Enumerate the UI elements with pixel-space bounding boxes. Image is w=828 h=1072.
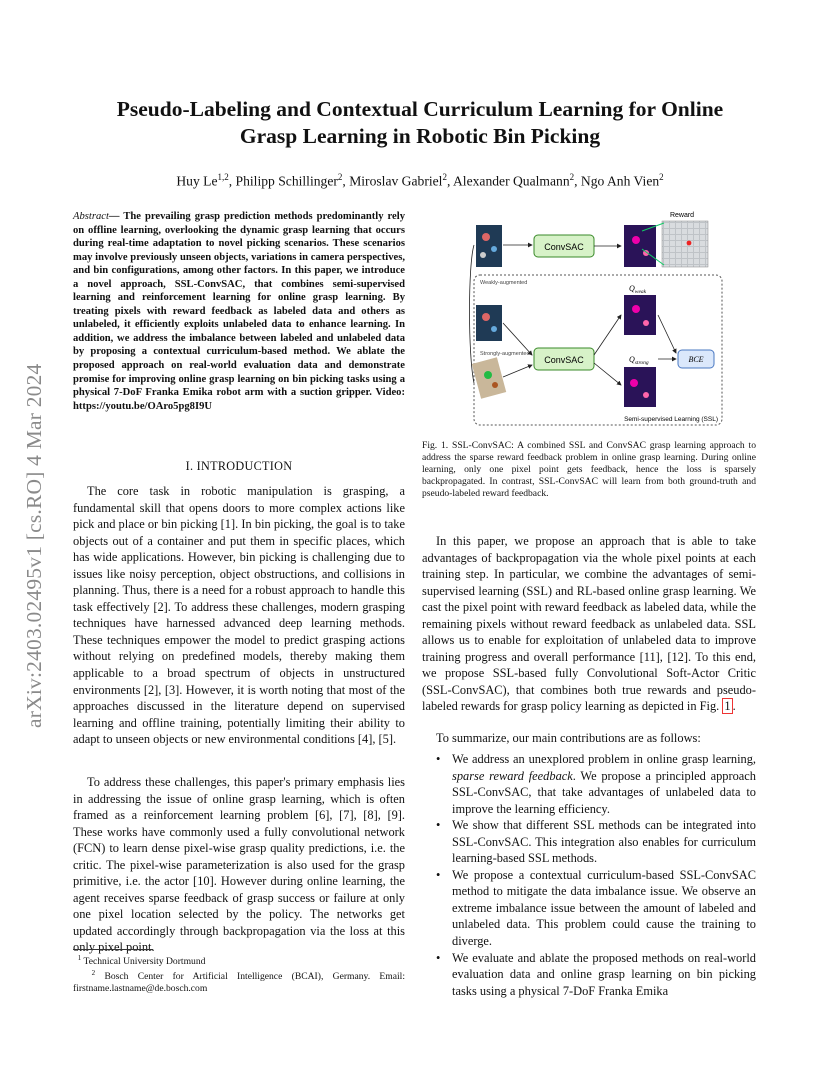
flow-arrow xyxy=(658,315,676,353)
figure-diagram xyxy=(466,205,726,435)
footnote-2 xyxy=(73,968,405,995)
paragraph-text xyxy=(422,533,756,715)
footnote-mark: 2 xyxy=(91,969,96,978)
q-weak-heatmap xyxy=(624,295,656,335)
paper-title xyxy=(90,96,750,150)
author-affiliation: 2 xyxy=(659,172,664,182)
intro-paragraph-2 xyxy=(73,774,405,956)
abstract xyxy=(73,210,405,413)
convsac-label-bottom: ConvSAC xyxy=(544,355,584,365)
list-item xyxy=(422,867,756,950)
title-line-1: Pseudo-Labeling and Contextual Curriculum Learning for Online xyxy=(116,97,724,121)
author-affiliation: 2 xyxy=(337,172,343,182)
paragraph-text: The core task in robotic manipulation is grasping, a fundamental skill that opens doors to more complex actions like pick and place or bin picking [1]. In bin picking, the goal is to take objects out of a container and put them in specific places, which has wide applications. However, bin picking is challenging due to issues like noisy perception, object obstructions, and collisions in planning. Thus, there is a need for a robust approach to handle this task effectively [2]. To address these challenges, modern grasping techniques have harnessed advanced deep learning methods. These techniques empower the model to predict grasping actions without relying on predefined models, thereby making them applicable to a broad spectrum of objects in unstructured environments [2], [3]. However, it is worth noting that most of the approaches discussed in the literature depend on supervised learning and offline training, potentially limiting their ability to adapt to unseen objects or new environmental conditions [4], [5]. xyxy=(73,484,405,747)
abstract-lead: Abstract xyxy=(73,211,109,222)
flow-arrow xyxy=(594,363,621,385)
author: Miroslav Gabriel xyxy=(349,173,443,189)
figure-1 xyxy=(466,205,726,435)
author: Ngo Anh Vien xyxy=(580,173,660,189)
weak-label: Weakly-augmented xyxy=(480,280,528,286)
weak-augmented-image-icon xyxy=(476,305,502,341)
q-strong-heatmap xyxy=(624,367,656,407)
contributions-list xyxy=(422,751,756,999)
strong-label: Strongly-augmented xyxy=(480,351,530,357)
list-item-text: We evaluate and ablate the proposed methods on real-world evaluation data and online grasp learning on bin picking tasks using a physical 7-DoF Franka Emika xyxy=(452,950,756,998)
right-paragraph-2 xyxy=(422,730,756,747)
list-item-text: We show that different SSL methods can be integrated into SSL-ConvSAC. This integration also enables for curriculum learning-based SSL methods. xyxy=(452,818,756,866)
input-image-icon xyxy=(476,225,502,267)
paragraph-text: To summarize, our main contributions are as follows: xyxy=(436,731,701,745)
footnote-mark: 1 xyxy=(77,954,82,962)
section-heading: I. INTRODUCTION xyxy=(185,459,293,473)
bullet-icon: • xyxy=(436,950,441,965)
reward-label: Reward xyxy=(669,212,695,219)
author-affiliation: 2 xyxy=(442,172,447,182)
reward-pixel xyxy=(687,241,692,246)
bullet-icon: • xyxy=(436,818,441,833)
arxiv-stamp: arXiv:2403.02495v1 [cs.RO] 4 Mar 2024 xyxy=(22,363,46,728)
input-arrow xyxy=(470,245,475,383)
bullet-icon: • xyxy=(436,752,441,766)
list-item-text: We address an unexplored problem in online grasp learning, xyxy=(452,752,756,766)
paragraph-text: To address these challenges, this paper's primary emphasis lies in addressing the issue of online grasp learning, which is often framed as a reinforcement learning problem [6], [7], [8], [9]. These works have commonly used a fully convolutional network (FCN) to learn dense pixel-wise grasp quality predictions, i.e. the critic. The pixel-wise parameterization is also used for the grasp primitive, i.e. the actor [10]. However during online learning, the agent receives sparse feedback of grasp success or failure at only one pixel location selected by the policy. The networks get updated accordingly through backpropagation via the loss at this only pixel point. xyxy=(73,775,405,955)
figure-ref-link[interactable]: 1 xyxy=(724,699,731,714)
reward-grid xyxy=(662,221,708,267)
flow-arrow xyxy=(503,365,532,377)
author: Huy Le xyxy=(176,173,218,189)
list-item xyxy=(422,817,756,867)
bce-label: BCE xyxy=(688,355,704,364)
right-paragraph-1 xyxy=(422,533,756,715)
q-output-top xyxy=(624,225,656,267)
flow-arrow xyxy=(594,315,621,355)
author-affiliation: 2 xyxy=(569,172,575,182)
author-affiliation: 1,2 xyxy=(217,172,229,182)
convsac-label-top: ConvSAC xyxy=(544,242,584,252)
intro-paragraph-1 xyxy=(73,483,405,748)
list-item-emphasis: sparse reward feedback xyxy=(452,768,573,783)
author-list: Huy Le$^{1,2}$, Philipp Schillinger$^2$, Miroslav Gabriel$^2$, Alexander Qualmann$^2$, Ngo Anh Vien$^2$ xyxy=(176,172,664,189)
paragraph-text-part: In this paper, we propose an approach that is able to take advantages of backpropagation via the whole pixel points at each training step. In particular, we combine the advantages of semi-supervised learning (SSL) and RL-based online grasp learning. We cast the pixel point with reward feedback as labeled data, while the remaining pixels without reward feedback as unlabeled data. SSL allows us to enable for exploitation of unlabeled data to improve training progress and overall performance [11], [12]. To this end, we propose SSL-based fully Convolutional Soft-Actor Critic (SSL-ConvSAC), that combines both true rewards and pseudo-labeled rewards for grasp policy learning as depicted in Fig. xyxy=(422,534,756,714)
author: Philipp Schillinger xyxy=(235,173,338,189)
list-item xyxy=(422,950,756,1000)
footnote-1 xyxy=(73,953,405,968)
paragraph-text-part: . xyxy=(732,699,736,714)
footnotes xyxy=(73,953,405,995)
bullet-icon: • xyxy=(436,867,441,882)
footnote-text: Technical University Dortmund xyxy=(83,956,206,968)
q-strong-label: $Q_{strong}$ xyxy=(629,355,649,366)
footnote-rule xyxy=(73,949,153,950)
list-item-text: . We propose a principled approach SSL-ConvSAC, that take advantages of unlabeled data to improve the learning efficiency. xyxy=(452,768,756,816)
author: Alexander Qualmann xyxy=(452,173,570,189)
abstract-body: — The prevailing grasp prediction methods predominantly rely on offline learning, overlooking the dynamic grasp learning that occurs during real-time adaptation to novel picking scenarios. These scenarios may involve previously unseen objects, variations in camera perspectives, and bin configurations, among other factors. In this paper, we introduce a novel approach, SSL-ConvSAC, that combines semi-supervised learning and reinforcement learning for online grasp learning. By treating pixels with reward feedback as labeled data and others as unlabeled, it efficiently exploits unlabeled data to enhance learning. In addition, we address the imbalance between labeled and unlabeled data by proposing a contextual curriculum-based method. We ablate the proposed approach on real-world evaluation data and demonstrate promise for improving online grasp learning on bin picking tasks using a physical 7-DoF Franka Emika robot arm with a suction gripper. Video: https://youtu.be/OAro5pg8I9U xyxy=(73,211,405,412)
list-item xyxy=(422,751,756,817)
title-line-2: Grasp Learning in Robotic Bin Picking xyxy=(239,124,601,148)
footnote-text: Bosch Center for Artificial Intelligence (BCAI), Germany. Email: firstname.lastname@de.bosch.com xyxy=(73,971,406,995)
figure-caption: Fig. 1. SSL-ConvSAC: A combined SSL and ConvSAC grasp learning approach to address the sparse reward feedback problem in online grasp learning. During online learning, only one pixel point gets feedback, hence the loss is sparsely backpropagated. In contrast, SSL-ConvSAC will learn from both ground-truth and pseudo-labeled reward feedback. xyxy=(422,440,756,500)
ssl-label: Semi-supervised Learning (SSL) xyxy=(624,416,718,423)
q-weak-label: $Q_{weak}$ xyxy=(629,284,647,295)
list-item-text: We propose a contextual curriculum-based SSL-ConvSAC method to mitigate the data imbalance issue. We observe an extreme imbalance issue between the amount of labeled and unlabeled data. This problem could cause the training to diverge. xyxy=(452,867,756,949)
